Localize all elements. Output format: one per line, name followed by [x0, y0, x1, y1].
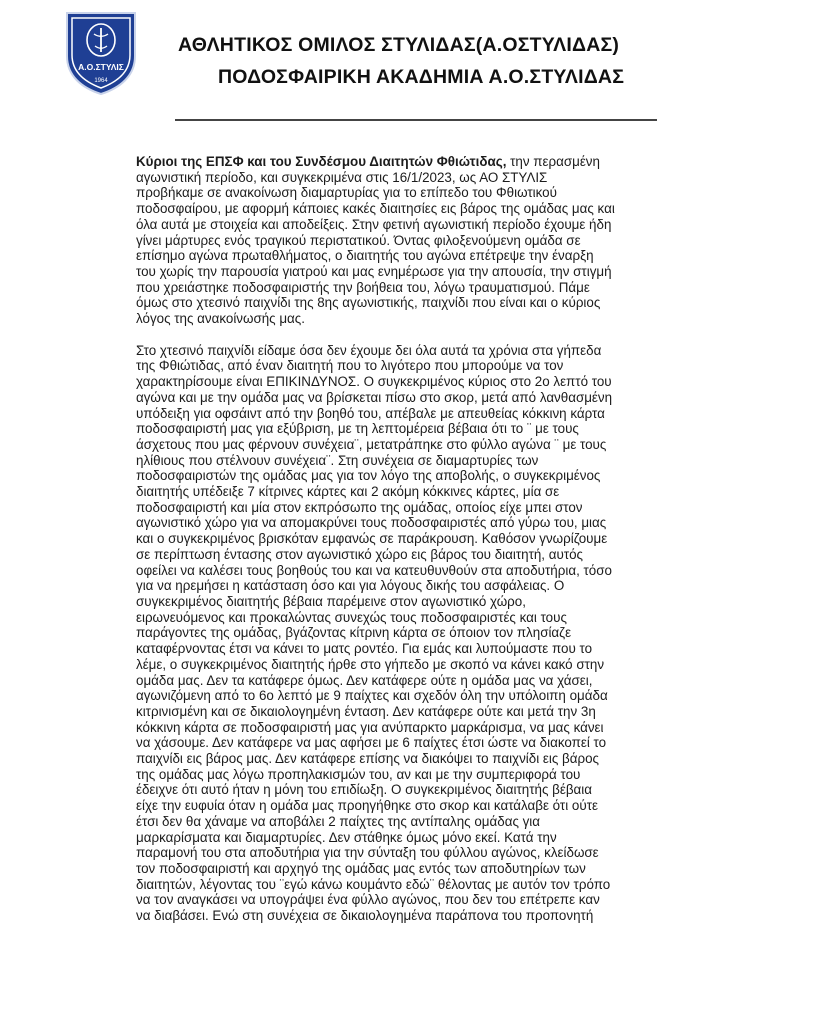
text-line: συγκεκριμένος διαιτητής βέβαια παρέμεινε στον αγωνιστικό χώρο, [136, 593, 526, 609]
letter-body [136, 154, 696, 924]
text-line: του χωρίς την παρουσία γιατρού και μας ενημέρωσε για την απουσία, την στιγμή [136, 263, 612, 279]
text-line: άσχετους που μας φέρνουν συνέχεια¨, μετατράπηκε στο φύλλο αγώνα ¨ με τους [136, 436, 607, 452]
text-line: κόκκινη κάρτα σε ποδοσφαιριστή μας για ανύπαρκτο μαρκάρισμα, να μας κάνει [136, 719, 604, 735]
first-line-rest: την περασμένη [506, 154, 600, 169]
text-line: ομάδα μας. Δεν τα κατάφερε όμως. Δεν κατάφερε ούτε η ομάδα μας να χάσει, [136, 672, 593, 688]
text-line: όλα αυτά με στοιχεία και αποδείξεις. Στην φετινή αγωνιστική περίοδο έχουμε ήδη [136, 216, 612, 232]
paragraph-2 [136, 343, 696, 924]
text-line: μαρκαρίσματα και διαμαρτυρίες. Δεν στάθηκε όμως μόνο εκεί. Κατά την [136, 829, 557, 845]
text-line: της ομάδας μας λόγω προπηλακισμών του, αν και με την συμπεριφορά του [136, 766, 581, 782]
paragraph-1-first-line [136, 154, 696, 170]
text-line: υπόδειξη για οφσάιντ από την βοηθό του, απέβαλε με απευθείας κόκκινη κάρτα [136, 405, 605, 421]
text-line: έτσι δεν θα χάναμε να αποβάλει 2 παίχτες της αντίπαλης ομάδας για [136, 813, 541, 829]
text-line: προβήκαμε σε ανακοίνωση διαμαρτυρίας για το επίπεδο του Φθιωτικού [136, 185, 557, 201]
text-line: αγώνα και με την ομάδα μας να βρίσκεται πίσω στο σκορ, μετά από λανθασμένη [136, 389, 613, 405]
text-line: έδειχνε ότι αυτό ήταν η μόνη του επιδίωξη. Ο συγκεκριμένος διαιτητής βέβαια [136, 782, 592, 798]
text-line: είχε την ευφυία όταν η ομάδα μας προηγήθηκε στο σκορ και κατάλαβε ότι ούτε [136, 798, 598, 814]
text-line: αγωνιστική περίοδο, και συγκεκριμένα στις 16/1/2023, ως ΑΟ ΣΤΥΛΙΣ [136, 169, 548, 185]
club-name-title: ΑΘΛΗΤΙΚΟΣ ΟΜΙΛΟΣ ΣΤΥΛΙΔΑΣ(Α.ΟΣΤΥΛΙΔΑΣ) [178, 34, 620, 56]
text-line: να χάσουμε. Δεν κατάφερε να μας αφήσει με 6 παίχτες έτσι ώστε να διακοπεί το [136, 735, 607, 751]
text-line: λέμε, ο συγκεκριμένος διαιτητής ήρθε στο γήπεδο με σκοπό να κάνει κακό στην [136, 656, 605, 672]
text-line: αγωνιζόμενη από το 6ο λεπτό με 9 παίχτες και σχεδόν όλη την υπόλοιπη ομάδα [136, 688, 608, 704]
text-line: παραμονή του στα αποδυτήρια για την σύνταξη του φύλλου αγώνος, κλείδωσε [136, 845, 599, 861]
text-line: ηλίθιους που στέλνουν συνέχεια¨. Στη συνέχεια σε διαμαρτυρίες των [136, 452, 539, 468]
text-line: ποδοσφαιριστών της ομάδας μας για τον λόγο της αποβολής, ο συγκεκριμένος [136, 468, 601, 484]
text-line: ποδοσφαιριστή μας για εξύβριση, με τη λεπτομέρεια βέβαια ότι το ¨ με τους [136, 421, 579, 437]
text-line: κιτρινισμένη και σε δικαιολογημένη ένταση. Δεν κατάφερε ούτε και μετά την 3η [136, 703, 596, 719]
text-line: επίσημο αγώνα πρωταθλήματος, ο διαιτητής του αγώνα επέτρεψε την έναρξη [136, 248, 594, 264]
paragraph-gap [136, 327, 696, 343]
text-line: οφείλει να καλέσει τους βοηθούς του και να κατευθυνθούν στα αποδυτήρια, τόσο [136, 562, 612, 578]
text-line: διαιτητής υπέδειξε 7 κίτρινες κάρτες και 2 ακόμη κόκκινες κάρτες, μία σε [136, 484, 560, 500]
text-line: όμως στο χτεσινό παιχνίδι της 8ης αγωνιστικής, παιχνίδι που είναι και ο κύριος [136, 295, 601, 311]
club-crest-logo [64, 10, 138, 96]
text-line: Στο χτεσινό παιχνίδι είδαμε όσα δεν έχουμε δει όλα αυτά τα χρόνια στα γήπεδα [136, 342, 602, 358]
crest-year: 1964 [94, 78, 108, 84]
text-line: χαρακτηρίσουμε είναι ΕΠΙΚΙΝΔΥΝΟΣ. Ο συγκεκριμένος κύριος στο 2ο λεπτό του [136, 374, 612, 390]
academy-subtitle: ΠΟΔΟΣΦΑΙΡΙΚΗ ΑΚΑΔΗΜΙΑ Α.Ο.ΣΤΥΛΙΔΑΣ [218, 66, 625, 88]
addressee-lead: Κύριοι της ΕΠΣΦ και του Συνδέσμου Διαιτητών Φθιώτιδας, [136, 154, 507, 169]
text-line: αγωνιστικό χώρο για να απομακρύνει τους ποδοσφαιριστές από γύρω του, μιας [136, 515, 607, 531]
text-line: της Φθιώτιδας, από έναν διαιτητή που το λιγότερο που μπορούμε να τον [136, 358, 564, 374]
text-line: λόγος της ανακοίνωσής μας. [136, 311, 305, 327]
text-line: που χρειάστηκε ποδοσφαιριστής την βοήθεια του, λόγω τραυματισμού. Πάμε [136, 279, 590, 295]
text-line: να διαβάσει. Ενώ στη συνέχεια σε δικαιολογημένα παράπονα του προπονητή [136, 908, 594, 924]
text-line: ποδοσφαίρου, με αφορμή κάποιες κακές διαιτησίες εις βάρος της ομάδας μας και [136, 201, 615, 217]
text-line: ποδοσφαιριστή και μία στον εκπρόσωπο της ομάδας, οποίος είχε μπει στον [136, 499, 583, 515]
crest-text: Α.Ο.ΣΤΥΛΙΣ [78, 62, 124, 72]
text-line: παράγοντες της ομάδας, βγάζοντας κίτρινη κάρτα σε όποιον τον πλησίαζε [136, 625, 572, 641]
text-line: καταφέρνοντας έτσι να κάνει το ματς ροντέο. Για εμάς και λυπούμαστε που το [136, 641, 593, 657]
text-line: για να ηρεμήσει η κατάσταση όσο και για λόγους δικής του ασφάλειας. Ο [136, 578, 565, 594]
text-line: να τον αναγκάσει να υπογράψει ένα φύλλο αγώνος, που δεν του επέτρεπε καν [136, 892, 600, 908]
text-line: διαιτητών, λέγοντας του ¨εγώ κάνω κουμάντο εδώ¨ θέλοντας με αυτόν τον τρόπο [136, 876, 611, 892]
header-divider [175, 119, 657, 121]
shield-icon [64, 10, 138, 96]
text-line: και ο συγκεκριμένος βρισκόταν εμφανώς σε παράκρουση. Καθόσον γνωρίζουμε [136, 531, 608, 547]
text-line: γίνει μάρτυρες ενός τραγικού περιστατικού. Όντας φιλοξενούμενη ομάδα σε [136, 232, 581, 248]
text-line: ειρωνευόμενος και προκαλώντας συνεχώς τους ποδοσφαιριστές και τους [136, 609, 567, 625]
text-line: σε περίπτωση έντασης στον αγωνιστικό χώρο εις βάρος του διαιτητή, αυτός [136, 546, 584, 562]
paragraph-1 [136, 154, 696, 327]
text-line: παιχνίδι εις βάρος μας. Δεν κατάφερε επίσης να διακόψει το παιχνίδι εις βάρος [136, 751, 599, 767]
text-line: τον ποδοσφαιριστή και αρχηγό της ομάδας μας εντός των αποδυτηρίων των [136, 860, 586, 876]
